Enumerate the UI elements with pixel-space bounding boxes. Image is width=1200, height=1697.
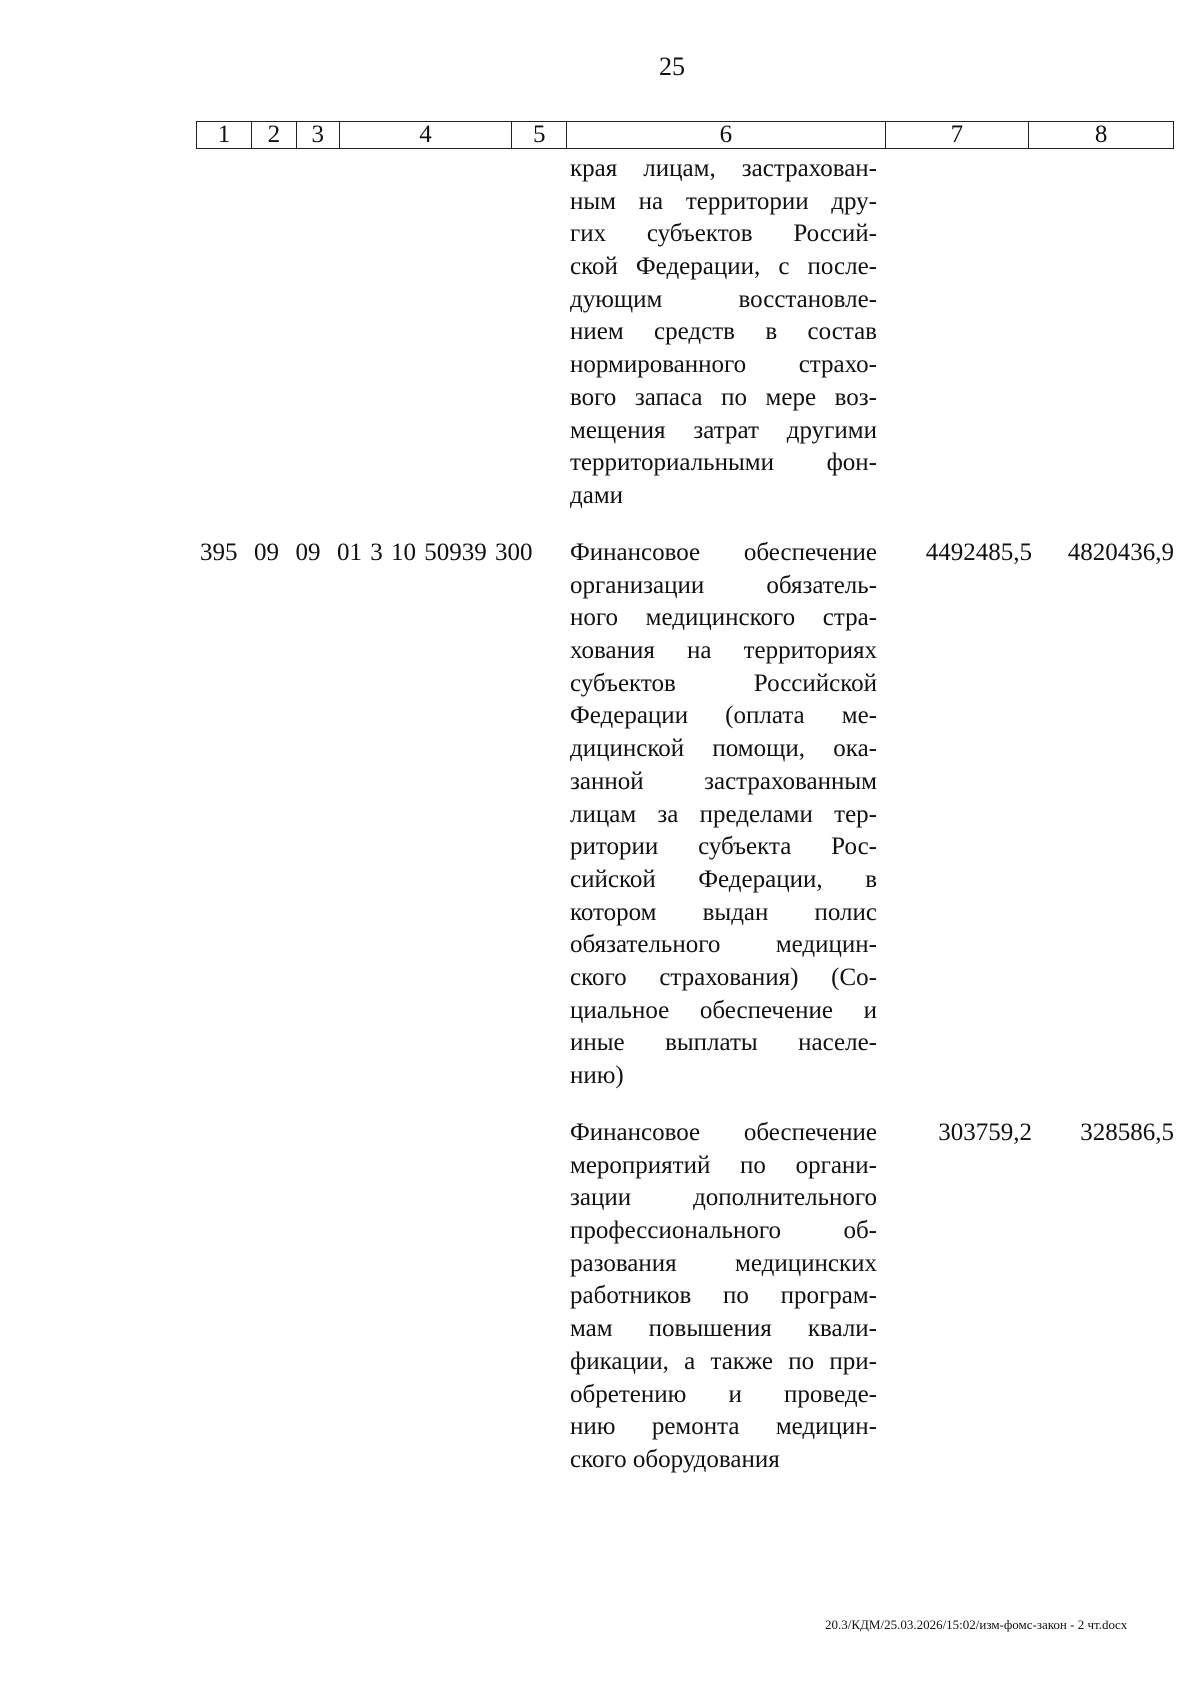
text-line: дицинской помощи, ока- <box>570 735 877 763</box>
text-line: лицам за пределами тер- <box>570 800 877 828</box>
row-1-description <box>570 537 877 1093</box>
text-line: мещения затрат другими <box>570 416 877 444</box>
text-line: ритории субъекта Рос- <box>570 833 877 861</box>
footer-file-stamp: 20.3/КДМ/25.03.2026/15:02/изм-фомс-закон - 2 чт.docx <box>825 1617 1128 1632</box>
code-col3: 09 <box>295 539 321 566</box>
text-line: разования медицинских <box>570 1249 877 1277</box>
row-2-description <box>570 1117 877 1477</box>
table-header <box>196 121 1174 149</box>
text-line: зации дополнительного <box>570 1184 877 1212</box>
page-number: 25 <box>659 52 685 81</box>
row-2-col7: 303759,2 <box>938 1119 1032 1146</box>
text-line: края лицам, застрахован- <box>570 155 877 182</box>
continuation-text <box>570 153 877 513</box>
text-line: Финансовое обеспечение <box>570 539 877 566</box>
code-col4: 01 3 10 50939 <box>337 539 487 566</box>
text-line: Финансовое обеспечение <box>570 1119 877 1146</box>
header-col-3: 3 <box>297 122 340 148</box>
text-line: мам повышения квали- <box>570 1315 877 1343</box>
row-codes <box>200 537 533 570</box>
header-col-8: 8 <box>1094 121 1108 148</box>
row-1-col7: 4492485,5 <box>925 539 1032 566</box>
text-line: хования на территориях <box>570 637 877 665</box>
text-line: нию ремонта медицин- <box>570 1413 877 1441</box>
header-col-7: 7 <box>886 122 1030 148</box>
text-line: дующим восстановле- <box>570 285 877 313</box>
header-col-4: 4 <box>340 122 513 148</box>
header-col-2: 2 <box>252 122 297 148</box>
text-line: обязательного медицин- <box>570 931 877 959</box>
text-line: ным на территории дру- <box>570 187 877 215</box>
text-line: работников по програм- <box>570 1282 877 1310</box>
text-line: нием средств в состав <box>570 318 877 346</box>
text-line: иные выплаты населе- <box>570 1029 877 1057</box>
code-col5: 300 <box>495 539 533 566</box>
text-line: профессионального об- <box>570 1217 877 1245</box>
row-2-col8: 328586,5 <box>1080 1119 1174 1146</box>
text-line: котором выдан полис <box>570 898 877 926</box>
header-col-6: 6 <box>567 122 885 148</box>
code-col2: 09 <box>254 539 279 566</box>
text-line: обретению и проведе- <box>570 1380 877 1408</box>
text-line: фикации, а также по при- <box>570 1347 877 1375</box>
text-line: ской Федерации, с после- <box>570 253 877 281</box>
text-line: гих субъектов Россий- <box>570 220 877 248</box>
text-line: ского оборудования <box>570 1445 780 1473</box>
text-line: занной застрахованным <box>570 767 877 795</box>
text-line: ного медицинского стра- <box>570 604 877 632</box>
header-col-5: 5 <box>512 122 567 148</box>
text-line: Федерации (оплата ме- <box>570 702 877 730</box>
text-line: циальное обеспечение и <box>570 996 877 1024</box>
text-line: дами <box>570 481 624 509</box>
text-line: организации обязатель- <box>570 571 877 599</box>
code-col1: 395 <box>200 539 238 566</box>
text-line: сийской Федерации, в <box>570 865 877 893</box>
header-col-1: 1 <box>197 122 252 148</box>
text-line: нормированного страхо- <box>570 351 877 379</box>
text-line: вого запаса по мере воз- <box>570 383 877 411</box>
text-line: нию) <box>570 1062 624 1089</box>
text-line: субъектов Российской <box>570 669 877 697</box>
row-1-col8: 4820436,9 <box>1067 539 1174 566</box>
text-line: мероприятий по органи- <box>570 1151 877 1179</box>
text-line: территориальными фон- <box>570 449 877 477</box>
text-line: ского страхования) (Со- <box>570 963 877 991</box>
